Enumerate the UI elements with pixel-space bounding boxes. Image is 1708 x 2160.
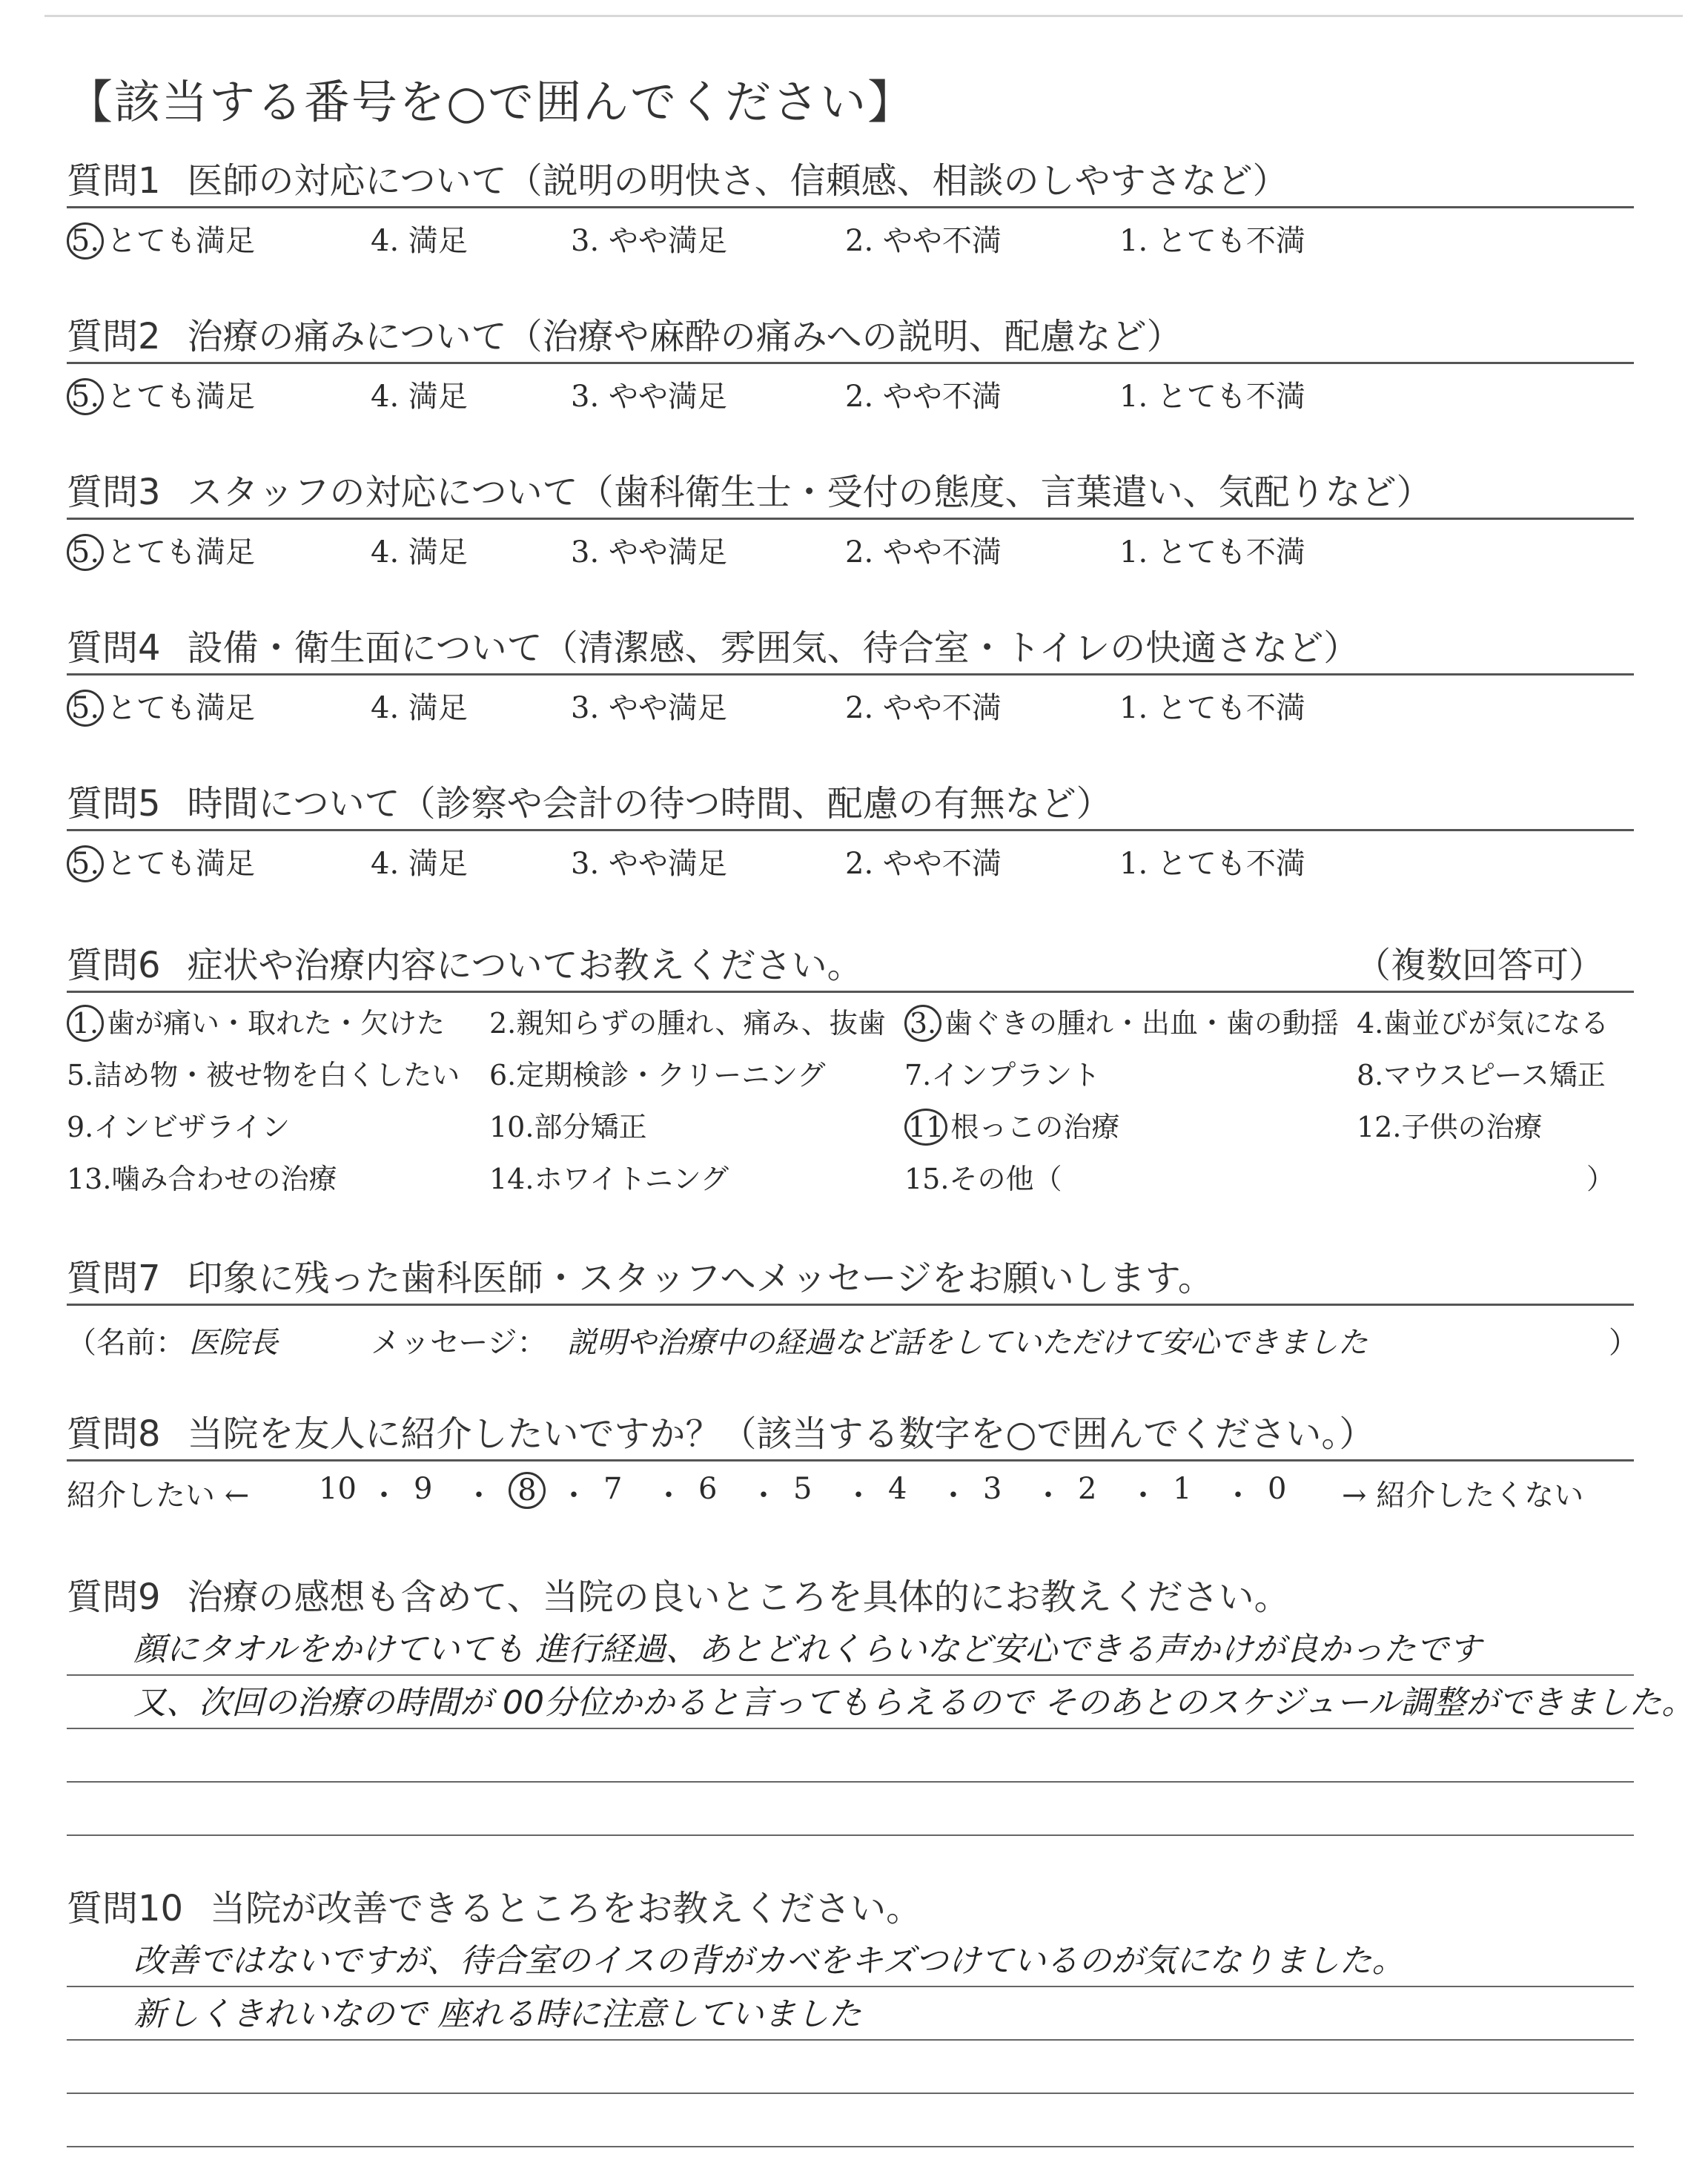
circle-mark: 1. [67, 1005, 104, 1042]
rating-option-2[interactable]: 2. やや不満 [845, 535, 1002, 569]
rating-option-4[interactable]: 4. 満足 [371, 691, 468, 725]
scale-value-5[interactable]: 5 [793, 1472, 812, 1506]
circle-mark: 3. [904, 1005, 941, 1042]
symptom-option-15[interactable] [904, 1156, 1062, 1197]
question-label: 質問1 [67, 160, 161, 202]
circle-mark: 5. [67, 378, 104, 415]
scale-separator: ・ [559, 1479, 589, 1513]
message-close: ） [1609, 1326, 1638, 1360]
question-8 [67, 1409, 1634, 1513]
scale-separator: ・ [749, 1479, 778, 1513]
option-text: 歯が痛い・取れた・欠けた [107, 1007, 446, 1040]
option-number: 4. [1357, 1007, 1384, 1040]
option-text: その他（ [949, 1163, 1062, 1195]
rating-option-5[interactable]: 5. とても満足 [67, 373, 255, 415]
option-text: 定期検診・クリーニング [516, 1059, 826, 1091]
scale-separator: ・ [1128, 1479, 1158, 1513]
rating-option-4[interactable]: 4. 満足 [371, 847, 468, 881]
question-title: 治療の感想も含めて、当院の良いところを具体的にお教えください。 [187, 1576, 1290, 1618]
question-title: 設備・衛生面について（清潔感、雰囲気、待合室・トイレの快適さなど） [187, 627, 1360, 669]
scale-separator: ・ [1223, 1479, 1253, 1513]
rating-option-1[interactable]: 1. とても不満 [1119, 224, 1305, 258]
question-title: 医師の対応について（説明の明快さ、信頼感、相談のしやすさなど） [187, 160, 1288, 202]
question-6 [67, 940, 1634, 1215]
scale-separator: ・ [939, 1479, 968, 1513]
answer-text: 顔にタオルをかけていても 進行経過、あとどれくらいなど安心できる声かけが良かったです [133, 1631, 1481, 1668]
symptom-option-14[interactable] [489, 1156, 729, 1197]
option-text: 歯並びが気になる [1383, 1007, 1609, 1040]
rating-option-3[interactable]: 3. やや満足 [571, 224, 727, 258]
multiple-answer-note: （複数回答可） [1354, 945, 1604, 986]
rating-option-5[interactable]: 5. とても満足 [67, 840, 255, 882]
question-label: 質問6 [67, 945, 161, 986]
scale-value-4[interactable]: 4 [888, 1472, 907, 1506]
message-label: メッセージ： [371, 1326, 547, 1360]
scale-value-9[interactable]: 9 [414, 1472, 433, 1506]
option-text: マウスピース矯正 [1383, 1059, 1606, 1091]
option-text: 部分矯正 [534, 1111, 647, 1143]
scale-value-3[interactable]: 3 [983, 1472, 1002, 1506]
scale-separator: ・ [464, 1479, 494, 1513]
option-text: 噛み合わせの治療 [111, 1163, 337, 1195]
option-text: 親知らずの腫れ、痛み、抜歯 [516, 1007, 886, 1040]
symptom-option-1[interactable] [67, 1000, 445, 1042]
question-label: 質問10 [67, 1888, 184, 1929]
answer-text: 新しくきれいなので 座れる時に注意していました [133, 1995, 861, 2033]
scale-value-7[interactable]: 7 [603, 1472, 623, 1506]
rating-option-5[interactable]: 5. とても満足 [67, 217, 255, 260]
scale-value-6[interactable]: 6 [698, 1472, 718, 1506]
option-number: 5. [67, 1059, 94, 1091]
form-heading: 【該当する番号を○で囲んでください】 [67, 75, 916, 129]
symptom-option-6[interactable] [489, 1052, 826, 1093]
scale-separator: ・ [654, 1479, 683, 1513]
symptom-option-2[interactable] [489, 1000, 886, 1041]
rating-option-1[interactable]: 1. とても不満 [1119, 535, 1305, 569]
option-number: 2. [489, 1007, 517, 1040]
scale-value-0[interactable]: 0 [1268, 1472, 1287, 1506]
top-border [44, 15, 1683, 17]
symptom-option-8[interactable] [1357, 1052, 1606, 1093]
symptom-option-7[interactable] [904, 1052, 1100, 1093]
question-label: 質問9 [67, 1576, 161, 1618]
rating-option-1[interactable]: 1. とても不満 [1119, 380, 1305, 414]
question-title: 治療の痛みについて（治療や麻酔の痛みへの説明、配慮など） [187, 316, 1182, 357]
symptom-option-close [1586, 1156, 1615, 1197]
answer-line[interactable] [67, 1783, 1634, 1836]
question-4 [67, 623, 1634, 729]
question-9 [67, 1572, 1695, 1836]
answer-text: 又、次回の治療の時間が 00分位かかると言ってもらえるので そのあとのスケジュール調整ができました。 [133, 1684, 1695, 1722]
symptom-option-5[interactable] [67, 1052, 460, 1093]
answer-line[interactable] [67, 1729, 1634, 1783]
option-number: 10. [489, 1111, 534, 1143]
option-number: 7. [904, 1059, 932, 1091]
rating-option-2[interactable]: 2. やや不満 [845, 847, 1002, 881]
rating-option-3[interactable]: 3. やや満足 [571, 847, 727, 881]
answer-line[interactable] [67, 1676, 1695, 1729]
rating-option-3[interactable]: 3. やや満足 [571, 380, 727, 414]
symptom-option-4[interactable] [1357, 1000, 1609, 1041]
rating-option-2[interactable]: 2. やや不満 [845, 224, 1002, 258]
rating-option-1[interactable]: 1. とても不満 [1119, 847, 1305, 881]
circle-mark: 5. [67, 222, 104, 260]
symptom-option-10[interactable] [489, 1104, 646, 1145]
rating-option-4[interactable]: 4. 満足 [371, 224, 468, 258]
option-text: 歯ぐきの腫れ・出血・歯の動揺 [944, 1007, 1340, 1040]
scale-value-1[interactable]: 1 [1173, 1472, 1192, 1506]
question-1 [67, 156, 1634, 262]
option-number: 9. [67, 1111, 94, 1143]
message-value[interactable]: 説明や治療中の経過など話をしていただけて安心できました [567, 1326, 1368, 1360]
option-text: インプラント [931, 1059, 1101, 1091]
question-label: 質問2 [67, 316, 161, 357]
option-number: 15. [904, 1163, 950, 1195]
question-10 [67, 1883, 1634, 2147]
circle-mark: 5. [67, 534, 104, 571]
scale-separator: ・ [844, 1479, 873, 1513]
option-text: 子供の治療 [1401, 1111, 1543, 1143]
question-title: 当院を友人に紹介したいですか？（該当する数字を○で囲んでください。） [187, 1413, 1375, 1455]
question-label: 質問4 [67, 627, 161, 669]
symptom-option-11[interactable] [904, 1104, 1119, 1146]
answer-line[interactable] [67, 1622, 1634, 1676]
scale-separator: ・ [369, 1479, 399, 1513]
question-label: 質問5 [67, 783, 161, 825]
question-7 [67, 1253, 1638, 1364]
option-text: インビザライン [93, 1111, 291, 1143]
question-label: 質問3 [67, 472, 161, 513]
scale-right-label: → 紹介したくない [1342, 1479, 1584, 1513]
answer-text: 改善ではないですが、待合室のイスの背がカベをキズつけているのが気になりました。 [133, 1942, 1405, 1980]
option-text: ） [1586, 1163, 1615, 1195]
option-number: 13. [67, 1163, 112, 1195]
rating-option-5[interactable]: 5. とても満足 [67, 684, 255, 727]
answer-line[interactable] [67, 1987, 1634, 2041]
question-title: 時間について（診察や会計の待つ時間、配慮の有無など） [187, 783, 1112, 825]
rating-option-2[interactable]: 2. やや不満 [845, 380, 1002, 414]
scale-value-2[interactable]: 2 [1078, 1472, 1097, 1506]
question-2 [67, 311, 1634, 417]
answer-line[interactable] [67, 2094, 1634, 2147]
circle-mark: 11 [904, 1109, 947, 1146]
question-3 [67, 467, 1634, 573]
option-text: ホワイトニング [534, 1163, 729, 1195]
symptom-option-9[interactable] [67, 1104, 290, 1145]
answer-line[interactable] [67, 2041, 1634, 2094]
rating-option-3[interactable]: 3. やや満足 [571, 535, 727, 569]
name-label: （名前： [67, 1326, 185, 1360]
option-number: 12. [1357, 1111, 1402, 1143]
symptom-option-13[interactable] [67, 1156, 337, 1197]
answer-line[interactable] [67, 1934, 1634, 1987]
rating-option-2[interactable]: 2. やや不満 [845, 691, 1002, 725]
symptom-options [67, 1000, 1634, 1215]
rating-option-5[interactable]: 5. とても満足 [67, 529, 255, 571]
option-number: 8. [1357, 1059, 1384, 1091]
name-value[interactable]: 医院長 [189, 1326, 278, 1360]
option-number: 6. [489, 1059, 517, 1091]
rating-option-4[interactable]: 4. 満足 [371, 535, 468, 569]
option-number: 14. [489, 1163, 534, 1195]
scale-separator: ・ [1033, 1479, 1063, 1513]
question-title: スタッフの対応について（歯科衛生士・受付の態度、言葉遣い、気配りなど） [187, 472, 1432, 513]
question-title: 症状や治療内容についてお教えください。 [187, 945, 863, 986]
question-5 [67, 779, 1634, 885]
circle-mark: 5. [67, 845, 104, 882]
rating-option-3[interactable]: 3. やや満足 [571, 691, 727, 725]
scale-left-label: 紹介したい ← [67, 1479, 250, 1513]
scale-value-8[interactable]: 8 [509, 1472, 546, 1509]
recommend-scale [67, 1469, 1634, 1513]
question-title: 当院が改善できるところをお教えください。 [210, 1888, 922, 1929]
question-title: 印象に残った歯科医師・スタッフへメッセージをお願いします。 [187, 1258, 1214, 1299]
symptom-option-3[interactable] [904, 1000, 1339, 1042]
question-label: 質問7 [67, 1258, 161, 1299]
rating-option-1[interactable]: 1. とても不満 [1119, 691, 1305, 725]
symptom-option-12[interactable] [1357, 1104, 1542, 1145]
scale-value-10[interactable]: 10 [319, 1472, 357, 1506]
question-label: 質問8 [67, 1413, 161, 1455]
option-text: 根っこの治療 [950, 1111, 1120, 1143]
rating-option-4[interactable]: 4. 満足 [371, 380, 468, 414]
option-text: 詰め物・被せ物を白くしたい [93, 1059, 460, 1091]
circle-mark: 5. [67, 690, 104, 727]
